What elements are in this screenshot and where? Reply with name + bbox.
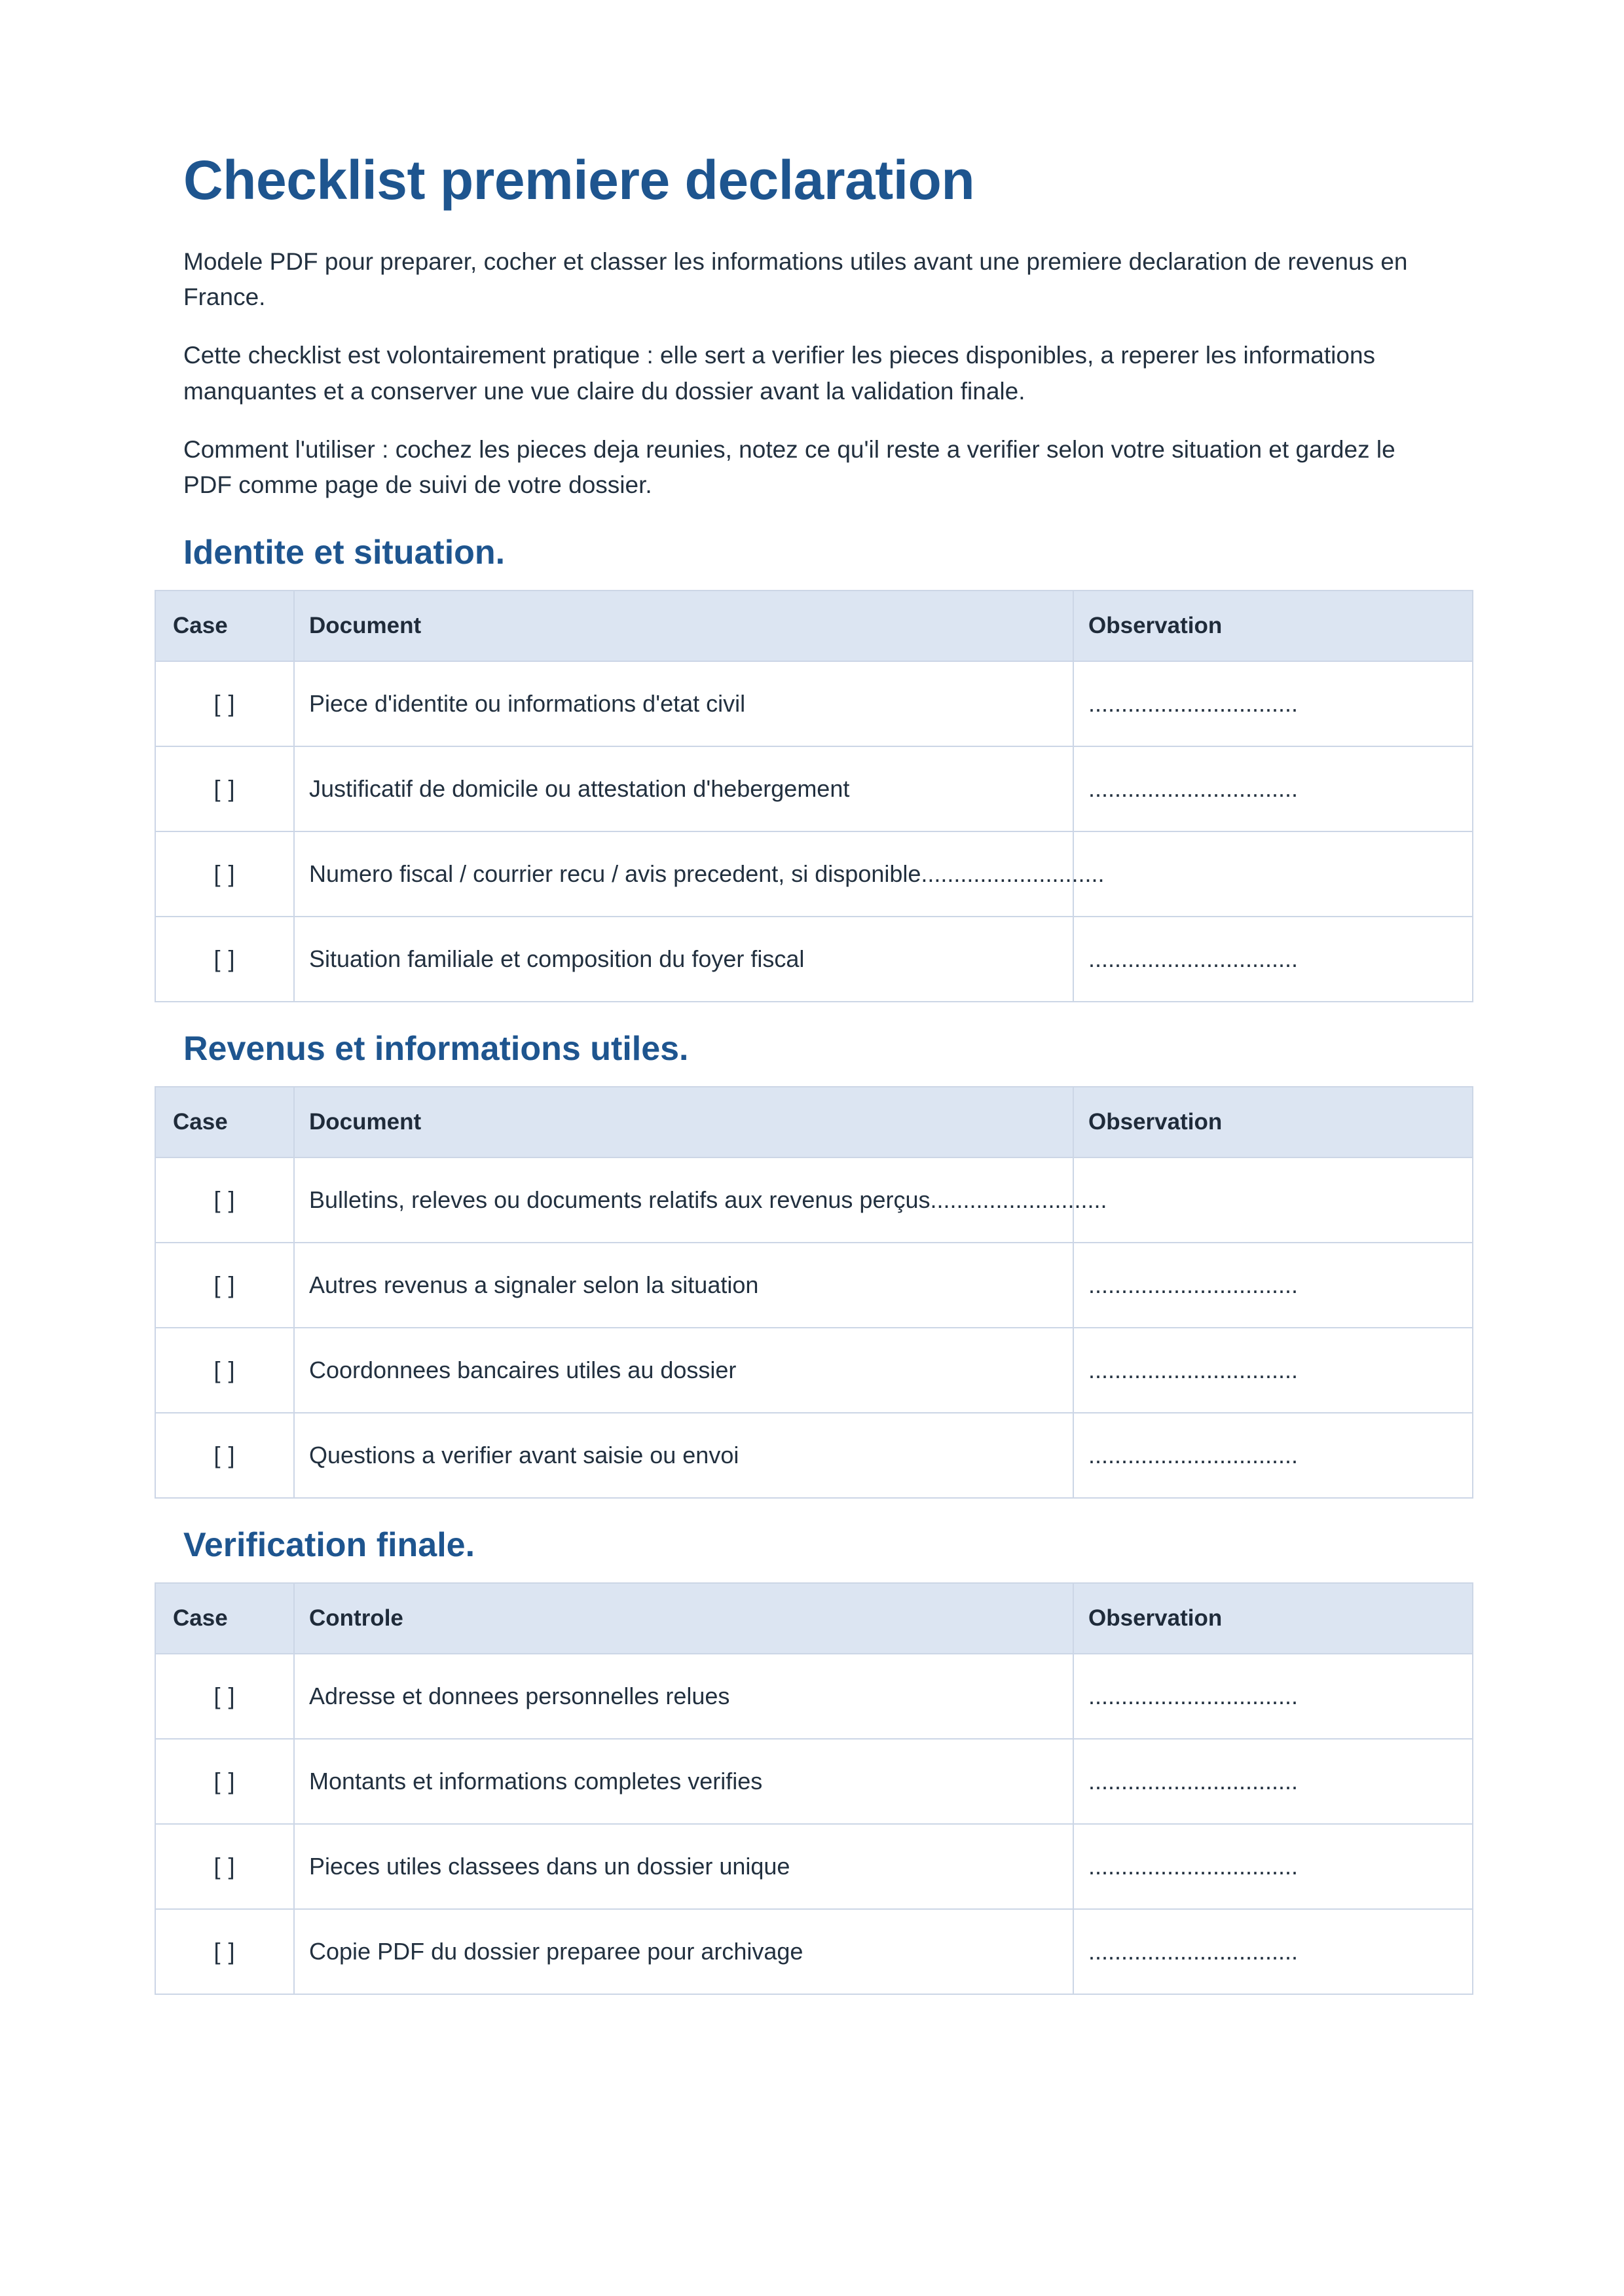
table-row [155, 1328, 1473, 1413]
document-label: Copie PDF du dossier preparee pour archivage [309, 1937, 803, 1965]
observation-dotted-line[interactable]: ................................ [1088, 1937, 1299, 1965]
checkbox-cell[interactable] [155, 1413, 294, 1498]
observation-dotted-line[interactable]: ................................ [1088, 1767, 1299, 1795]
checkbox-cell[interactable] [155, 1654, 294, 1739]
document-label-cell [294, 1824, 1073, 1909]
intro-paragraph-3: Comment l'utiliser : cochez les pieces deja reunies, notez ce qu'il reste a verifier selon votre situation et gardez le PDF comme page de suivi de votre dossier. [183, 435, 1395, 499]
document-label: Justificatif de domicile ou attestation d'hebergement [309, 775, 850, 803]
section-heading: Revenus et informations utiles. [183, 1030, 689, 1068]
document-label-cell [294, 1654, 1073, 1739]
column-header-observation: Observation [1073, 1583, 1473, 1654]
checkbox-cell[interactable] [155, 661, 294, 746]
table-header-row [155, 1583, 1473, 1654]
checkbox-cell[interactable] [155, 917, 294, 1002]
checkbox-glyph[interactable]: [ ] [213, 1852, 236, 1880]
column-header-document: Document [294, 1087, 1073, 1157]
column-header-document: Controle [294, 1583, 1073, 1654]
checkbox-glyph[interactable]: [ ] [213, 775, 236, 803]
checkbox-cell[interactable] [155, 1328, 294, 1413]
checkbox-cell[interactable] [155, 1157, 294, 1243]
observation-dotted-line[interactable]: ................................ [1088, 690, 1299, 718]
document-label-cell [294, 1413, 1073, 1498]
column-header-document: Document [294, 591, 1073, 661]
checkbox-glyph[interactable]: [ ] [213, 945, 236, 973]
observation-cell[interactable] [1073, 1243, 1473, 1328]
checkbox-cell[interactable] [155, 831, 294, 917]
checklist-table [155, 1086, 1473, 1499]
observation-cell[interactable] [1073, 1157, 1473, 1243]
table-row [155, 1909, 1473, 1994]
checkbox-glyph[interactable]: [ ] [213, 1937, 236, 1965]
table-row [155, 1739, 1473, 1824]
intro-paragraph-1: Modele PDF pour preparer, cocher et classer les informations utiles avant une premiere declaration de revenus en France. [183, 247, 1408, 311]
table-header-row [155, 1087, 1473, 1157]
observation-dotted-line[interactable]: ................................ [1088, 775, 1299, 803]
table-row [155, 1157, 1473, 1243]
table-row [155, 917, 1473, 1002]
column-header-observation: Observation [1073, 1087, 1473, 1157]
column-header-case: Case [155, 591, 294, 661]
table-row [155, 1654, 1473, 1739]
document-label: Adresse et donnees personnelles relues [309, 1682, 730, 1709]
document-label: Questions a verifier avant saisie ou envoi [309, 1441, 739, 1468]
checkbox-glyph[interactable]: [ ] [213, 1356, 236, 1383]
observation-cell[interactable] [1073, 746, 1473, 831]
checklist-table [155, 1582, 1473, 1995]
document-label-cell [294, 1243, 1073, 1328]
observation-dotted-line[interactable]: ................................ [1088, 1682, 1299, 1709]
checkbox-glyph[interactable]: [ ] [213, 860, 236, 888]
checkbox-glyph[interactable]: [ ] [213, 690, 236, 718]
checkbox-glyph[interactable]: [ ] [213, 1271, 236, 1298]
document-label-cell [294, 1328, 1073, 1413]
observation-dotted-line[interactable]: ................................ [1088, 1356, 1299, 1383]
document-label-cell [294, 1739, 1073, 1824]
observation-dotted-line[interactable]: ................................ [1088, 945, 1299, 973]
column-header-observation: Observation [1073, 591, 1473, 661]
table-row [155, 746, 1473, 831]
checkbox-glyph[interactable]: [ ] [213, 1186, 236, 1213]
checkbox-cell[interactable] [155, 1909, 294, 1994]
observation-cell[interactable] [1073, 661, 1473, 746]
table-row [155, 1824, 1473, 1909]
observation-cell[interactable] [1073, 917, 1473, 1002]
page-title: Checklist premiere declaration [183, 149, 975, 211]
observation-cell[interactable] [1073, 1739, 1473, 1824]
observation-cell[interactable] [1073, 1909, 1473, 1994]
document-label-cell [294, 831, 1105, 917]
checkbox-glyph[interactable]: [ ] [213, 1682, 236, 1709]
checkbox-glyph[interactable]: [ ] [213, 1767, 236, 1795]
sections-container [173, 534, 1459, 1994]
observation-dotted-line[interactable]: ................................ [1088, 1271, 1299, 1298]
section-heading: Verification finale. [183, 1525, 475, 1564]
document-label: Numero fiscal / courrier recu / avis precedent, si disponible............................ [309, 860, 1105, 888]
document-label: Piece d'identite ou informations d'etat civil [309, 690, 746, 718]
document-label: Coordonnees bancaires utiles au dossier [309, 1356, 737, 1383]
document-label: Bulletins, releves ou documents relatifs aux revenus perçus........................... [309, 1186, 1107, 1213]
checkbox-cell[interactable] [155, 1243, 294, 1328]
document-label-cell [294, 917, 1073, 1002]
column-header-case: Case [155, 1583, 294, 1654]
document-label-cell [294, 1157, 1107, 1243]
table-row [155, 661, 1473, 746]
observation-dotted-line[interactable]: ................................ [1088, 1441, 1299, 1468]
table-row [155, 831, 1473, 917]
checkbox-cell[interactable] [155, 1824, 294, 1909]
document-label: Situation familiale et composition du foyer fiscal [309, 945, 805, 973]
table-header-row [155, 591, 1473, 661]
checkbox-cell[interactable] [155, 1739, 294, 1824]
checklist-table [155, 590, 1473, 1002]
observation-cell[interactable] [1073, 1824, 1473, 1909]
observation-cell[interactable] [1073, 1654, 1473, 1739]
table-row [155, 1413, 1473, 1498]
observation-cell[interactable] [1073, 1328, 1473, 1413]
checkbox-cell[interactable] [155, 746, 294, 831]
observation-dotted-line[interactable]: ................................ [1088, 1852, 1299, 1880]
intro-paragraph-2: Cette checklist est volontairement pratique : elle sert a verifier les pieces disponibles, a reperer les informations manquantes et a conserver une vue claire du dossier avant la validation finale. [183, 342, 1376, 405]
observation-cell[interactable] [1073, 1413, 1473, 1498]
document-label: Montants et informations completes verifies [309, 1767, 763, 1795]
observation-cell[interactable] [1073, 831, 1473, 917]
section-heading: Identite et situation. [183, 534, 506, 572]
document-label-cell [294, 661, 1073, 746]
table-row [155, 1243, 1473, 1328]
document-label: Pieces utiles classees dans un dossier unique [309, 1852, 790, 1880]
column-header-case: Case [155, 1087, 294, 1157]
document-label-cell [294, 746, 1073, 831]
document-label: Autres revenus a signaler selon la situation [309, 1271, 759, 1298]
document-label-cell [294, 1909, 1073, 1994]
checkbox-glyph[interactable]: [ ] [213, 1441, 236, 1468]
